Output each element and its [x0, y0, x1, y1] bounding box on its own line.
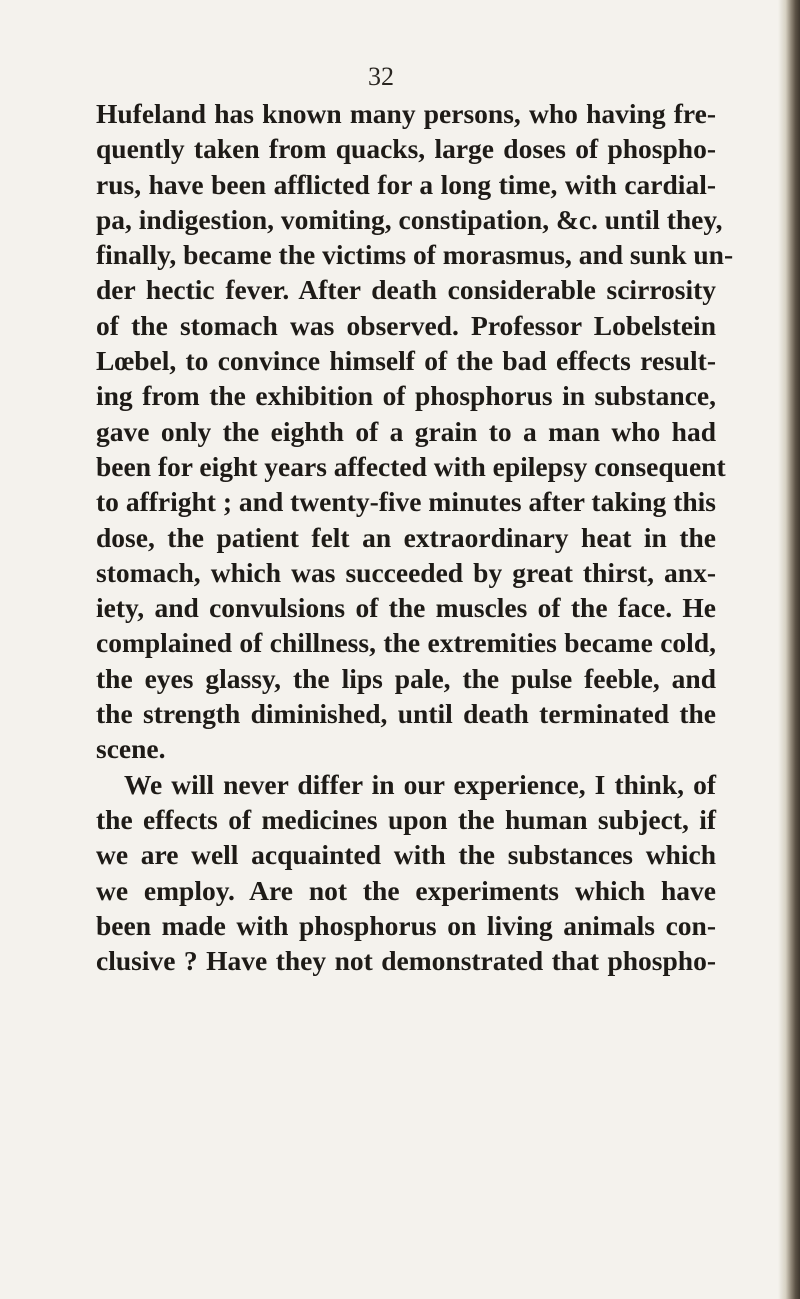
text-line: we employ. Are not the experiments which have: [96, 874, 716, 906]
text-line: of the stomach was observed. Professor Lobelstein: [96, 309, 716, 341]
text-line: been made with phosphorus on living animals con-: [96, 909, 716, 941]
text-line: We will never differ in our experience, I think, of: [124, 768, 716, 800]
text-line: scene.: [96, 733, 166, 765]
body-text: [96, 96, 734, 978]
text-line: iety, and convulsions of the muscles of the face. He: [96, 592, 716, 624]
text-line: rus, have been afflicted for a long time, with cardial-: [96, 168, 716, 200]
text-line: quently taken from quacks, large doses of phospho-: [96, 133, 716, 165]
text-line: clusive ? Have they not demonstrated that phospho-: [96, 945, 716, 977]
text-line: stomach, which was succeeded by great thirst, anx-: [96, 556, 716, 588]
text-line: dose, the patient felt an extraordinary heat in the: [96, 521, 716, 553]
page-edge-shadow: [778, 0, 800, 1299]
text-line: der hectic fever. After death considerable scirrosity: [96, 274, 716, 306]
text-line: to affright ; and twenty-five minutes after taking this: [96, 486, 716, 518]
text-line: gave only the eighth of a grain to a man who had: [96, 415, 716, 447]
text-line: the effects of medicines upon the human subject, if: [96, 803, 716, 835]
text-line: complained of chillness, the extremities became cold,: [96, 627, 716, 659]
text-line: finally, became the victims of morasmus, and sunk un-: [96, 239, 734, 271]
page-number: 32: [368, 62, 394, 91]
text-line: Lœbel, to convince himself of the bad effects result-: [96, 345, 716, 377]
text-line: been for eight years affected with epilepsy consequent: [96, 450, 726, 482]
text-line: ing from the exhibition of phosphorus in substance,: [96, 380, 716, 412]
text-line: the strength diminished, until death terminated the: [96, 698, 716, 730]
text-line: we are well acquainted with the substances which: [96, 839, 716, 871]
text-line: the eyes glassy, the lips pale, the pulse feeble, and: [96, 662, 716, 694]
text-line: Hufeland has known many persons, who having fre-: [96, 98, 716, 129]
text-line: pa, indigestion, vomiting, constipation, &c. until they,: [96, 203, 723, 235]
